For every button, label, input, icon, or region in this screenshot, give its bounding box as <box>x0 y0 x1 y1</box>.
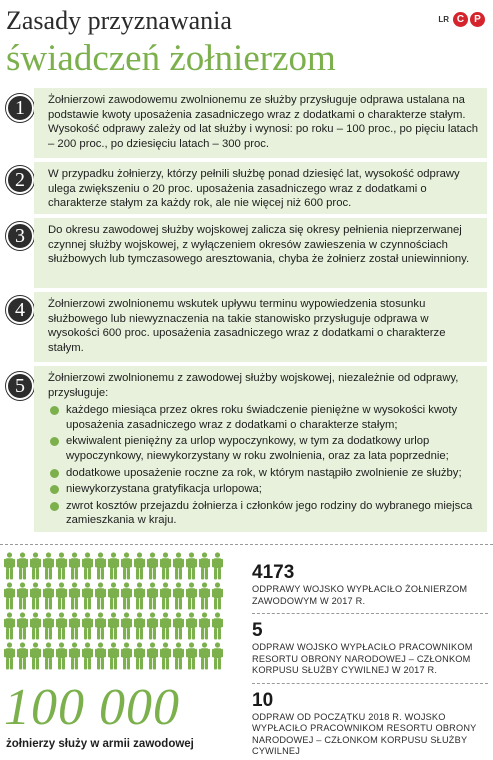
soldier-icon <box>199 642 210 670</box>
soldier-icon <box>147 552 158 580</box>
section-3-text: Do okresu zawodowej służby wojskowej zalicza się okresy pełnienia nieprzerwanej czynnej służby wojskowej, z wyłączeniem okresów zawieszenia w czynnościach służbowych lub tymczasowego aresztowania, chyba że żołnierz został uniewinniony. <box>48 224 470 266</box>
soldier-icon <box>134 612 145 640</box>
section-4-number: 4 <box>6 296 34 324</box>
soldier-icon <box>82 642 93 670</box>
soldier-icon <box>69 582 80 610</box>
soldier-icon <box>160 612 171 640</box>
soldier-icon <box>147 642 158 670</box>
soldier-icon <box>30 642 41 670</box>
soldier-icon <box>69 612 80 640</box>
soldier-icon <box>186 582 197 610</box>
soldier-icon <box>43 582 54 610</box>
soldier-icon <box>186 642 197 670</box>
benefit-text: każdego miesiąca przez okres roku świadczenie pieniężne w wysokości kwoty uposażenia zasadniczego wraz z dodatkami o charakterze stałym; <box>66 404 458 431</box>
soldier-icon <box>82 552 93 580</box>
stat-label: ODPRAW WOJSKO WYPŁACIŁO PRACOWNIKOM RESORTU OBRONY NARODOWEJ – CZŁONKOM KORPUSU SŁUŻBY CYWILNEJ W 2017 R. <box>252 642 473 675</box>
soldier-icon <box>199 612 210 640</box>
section-3-number: 3 <box>6 222 34 250</box>
list-item <box>48 403 479 432</box>
soldier-icon <box>173 612 184 640</box>
soldier-icon <box>56 642 67 670</box>
stat-item <box>252 562 488 614</box>
section-5-number: 5 <box>6 372 34 400</box>
soldier-icon <box>212 612 223 640</box>
soldier-icon <box>17 612 28 640</box>
soldier-icon <box>121 612 132 640</box>
soldier-icon <box>30 552 41 580</box>
soldier-icon <box>199 582 210 610</box>
soldier-icon <box>173 642 184 670</box>
stat-label: ODPRAW OD POCZĄTKU 2018 R. WOJSKO WYPŁACIŁO PRACOWNIKOM RESORTU OBRONY NARODOWEJ – CZŁONKOM KORPUSU SŁUŻBY CYWILNEJ <box>252 711 477 756</box>
list-item <box>48 434 479 463</box>
soldier-row <box>4 582 234 611</box>
stat-item <box>252 620 488 684</box>
soldier-icon <box>186 552 197 580</box>
section-2-number: 2 <box>6 166 34 194</box>
soldier-pictogram <box>4 552 234 672</box>
benefit-text: dodatkowe uposażenie roczne za rok, w którym nastąpiło zwolnienie ze służby; <box>66 466 462 479</box>
section-1-text: Żołnierzowi zawodowemu zwolnionemu ze służby przysługuje odprawa ustalana na podstawie kwoty uposażenia zasadniczego wraz z dodatkami o charakterze stałym. Wysokość odprawy zależy od lat służby i wynosi: po roku – 100 proc., po pięciu latach – 200 proc., po dziesięciu latach – 300 proc. <box>48 94 479 150</box>
soldier-icon <box>17 642 28 670</box>
soldier-icon <box>4 612 15 640</box>
stat-label: ODPRAWY WOJSKO WYPŁACIŁO ŻOŁNIERZOM ZAWODOWYM W 2017 R. <box>252 584 468 606</box>
logo-c: C <box>453 12 468 27</box>
benefits-list <box>34 403 487 534</box>
soldier-icon <box>134 642 145 670</box>
soldier-icon <box>4 552 15 580</box>
soldier-icon <box>43 612 54 640</box>
stat-item <box>252 690 488 760</box>
section-5-text: Żołnierzowi zwolnionemu z zawodowej służby wojskowej, niezależnie od odprawy, przysługuje: <box>48 372 459 399</box>
divider <box>0 544 493 545</box>
army-big-number: 100 000 <box>4 679 180 736</box>
soldier-icon <box>173 582 184 610</box>
section-4-text: Żołnierzowi zwolnionemu wskutek upływu terminu wypowiedzenia stosunku służbowego lub niewyznaczenia na takie stanowisko przysługuje odprawa w wysokości 600 proc. uposażenia zasadniczego wraz z dodatkami o charakterze stałym. <box>48 298 446 354</box>
list-item <box>48 482 479 497</box>
soldier-row <box>4 642 234 671</box>
soldier-icon <box>69 642 80 670</box>
soldier-icon <box>186 612 197 640</box>
soldier-row <box>4 612 234 641</box>
soldier-icon <box>134 582 145 610</box>
publisher-logo <box>438 12 485 27</box>
soldier-icon <box>212 552 223 580</box>
bullet-icon <box>50 502 59 511</box>
soldier-icon <box>95 642 106 670</box>
soldier-icon <box>30 582 41 610</box>
soldier-icon <box>108 642 119 670</box>
soldier-icon <box>160 582 171 610</box>
soldier-icon <box>121 642 132 670</box>
bullet-icon <box>50 437 59 446</box>
soldier-icon <box>4 582 15 610</box>
section-3 <box>34 218 487 288</box>
soldier-icon <box>160 642 171 670</box>
soldier-icon <box>17 582 28 610</box>
soldier-icon <box>212 642 223 670</box>
soldier-icon <box>108 612 119 640</box>
soldier-icon <box>69 552 80 580</box>
soldier-icon <box>43 552 54 580</box>
soldier-icon <box>134 552 145 580</box>
soldier-icon <box>56 582 67 610</box>
soldier-icon <box>147 612 158 640</box>
logo-p: P <box>470 12 485 27</box>
soldier-icon <box>56 612 67 640</box>
benefit-text: niewykorzystana gratyfikacja urlopowa; <box>66 483 262 496</box>
soldier-icon <box>17 552 28 580</box>
stat-value: 4173 <box>252 562 295 583</box>
soldier-icon <box>4 642 15 670</box>
section-2 <box>34 162 487 214</box>
section-2-text: W przypadku żołnierzy, którzy pełnili służbę ponad dziesięć lat, wysokość odprawy ulega zwiększeniu o 20 proc. uposażenia zasadniczego wraz z dodatkami o charakterze stałym za każdy rok, ale nie więcej niż 600 proc. <box>48 168 460 210</box>
bullet-icon <box>50 485 59 494</box>
benefit-text: zwrot kosztów przejazdu żołnierza i członków jego rodziny do wybranego miejsca zamieszkania w kraju. <box>66 499 473 527</box>
soldier-icon <box>160 552 171 580</box>
soldier-icon <box>82 582 93 610</box>
soldier-icon <box>82 612 93 640</box>
soldier-icon <box>173 552 184 580</box>
section-4 <box>34 292 487 362</box>
section-5 <box>34 366 487 532</box>
soldier-icon <box>147 582 158 610</box>
title-line-2: świadczeń żołnierzom <box>6 38 336 79</box>
stats-panel <box>252 562 488 760</box>
soldier-icon <box>95 582 106 610</box>
soldier-icon <box>121 552 132 580</box>
soldier-icon <box>108 582 119 610</box>
section-1-number: 1 <box>6 94 34 122</box>
title-line-1: Zasady przyznawania <box>6 6 232 35</box>
soldier-icon <box>56 552 67 580</box>
soldier-icon <box>121 582 132 610</box>
header <box>6 6 487 86</box>
list-item <box>48 466 479 481</box>
soldier-icon <box>30 612 41 640</box>
soldier-icon <box>95 552 106 580</box>
logo-lr: LR <box>438 15 449 24</box>
bullet-icon <box>50 406 59 415</box>
soldier-icon <box>108 552 119 580</box>
bullet-icon <box>50 469 59 478</box>
list-item <box>48 499 479 528</box>
benefit-text: ekwiwalent pieniężny za urlop wypoczynkowy, w tym za dodatkowy urlop wypoczynkowy, niewykorzystany w roku zwolnienia, oraz za lata poprzednie; <box>66 435 449 462</box>
section-1 <box>34 88 487 158</box>
soldier-icon <box>95 612 106 640</box>
soldier-icon <box>43 642 54 670</box>
stat-value: 5 <box>252 620 263 641</box>
soldier-row <box>4 552 234 581</box>
stat-value: 10 <box>252 689 274 711</box>
army-caption: żołnierzy służy w armii zawodowej <box>6 738 194 750</box>
soldier-icon <box>212 582 223 610</box>
soldier-icon <box>199 552 210 580</box>
